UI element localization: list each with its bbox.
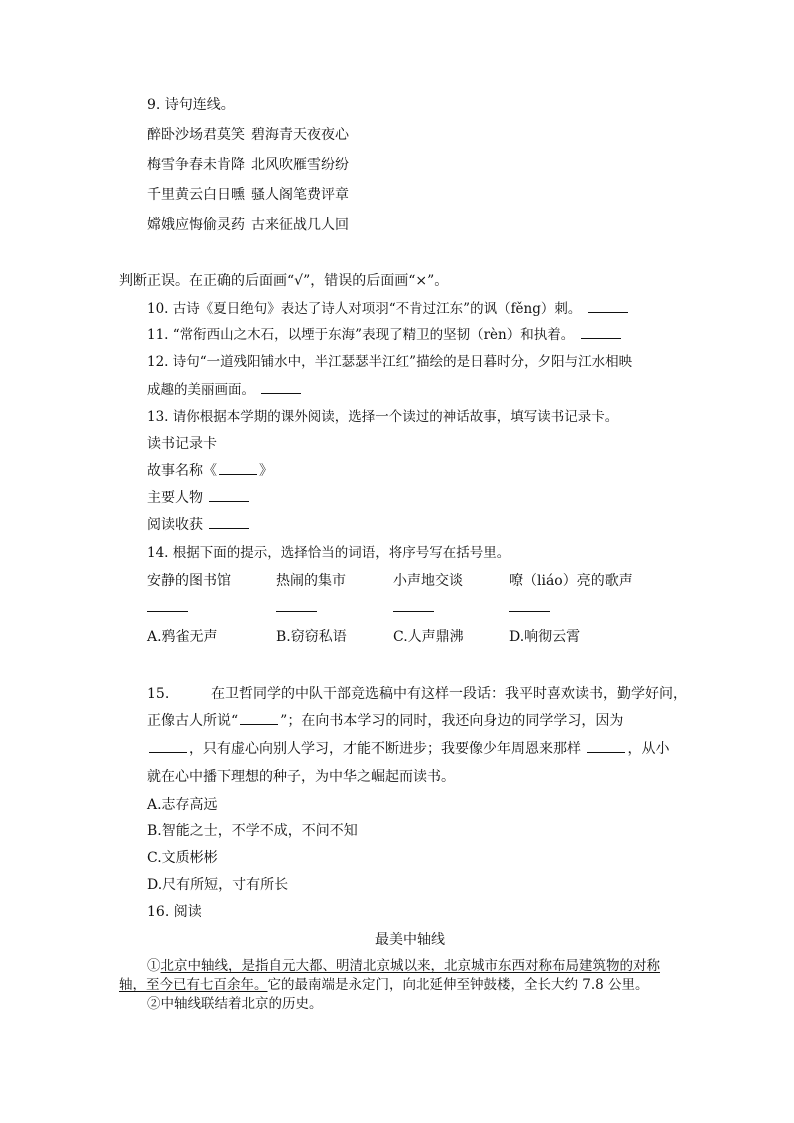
q15-option-b: B.智能之士，不学不成，不问不知 — [147, 823, 358, 839]
gain-label: 阅读收获 — [147, 517, 203, 533]
gain-blank[interactable] — [209, 516, 249, 529]
q15-line2-a: 正像古人所说“ — [147, 713, 239, 729]
q16-text: 16. 阅读 — [147, 904, 202, 920]
p1-rest: 它的最南端是永定门，向北延伸至钟鼓楼，全长大约 7.8 公里。 — [267, 977, 649, 993]
q10-answer-blank[interactable] — [588, 300, 628, 313]
q15-option-d: D.尺有所短，寸有所长 — [147, 877, 289, 893]
character-label: 主要人物 — [147, 490, 203, 506]
story-name-close: 》 — [259, 463, 273, 479]
q14-prompt-1: 安静的图书馆 — [147, 573, 231, 589]
q12-line2-text: 成趣的美丽画面。 — [147, 382, 255, 398]
reading-card-title: 读书记录卡 — [147, 436, 217, 452]
q15-line3-a: ，只有虚心向别人学习，才能不断进步；我要像少年周恩来那样 — [189, 741, 581, 757]
q14-prompt-3: 小声地交谈 — [393, 573, 463, 589]
q15-line3-b: ，从小 — [627, 741, 670, 757]
q10 — [147, 300, 630, 318]
q10-text: 10. 古诗《夏日绝句》表达了诗人对项羽“不肯过江东”的讽（fěng）刺。 — [147, 301, 582, 317]
q15-line2-b: ”；在向书本学习的同时，我还向身边的同学学习，因为 — [280, 713, 624, 729]
story-name-row — [147, 462, 273, 480]
article-p2: ②中轴线联结着北京的历史。 — [147, 996, 323, 1012]
character-blank[interactable] — [209, 489, 249, 502]
poem-right-2[interactable]: 北风吹雁雪纷纷 — [251, 157, 349, 173]
poem-left-4[interactable]: 嫦娥应悔偷灵药 — [147, 217, 245, 233]
q14-prompt-2: 热闹的集市 — [276, 573, 346, 589]
q15-line2 — [147, 712, 623, 730]
q13-text: 13. 请你根据本学期的课外阅读，选择一个读过的神话故事，填写读书记录卡。 — [147, 409, 619, 425]
q15-option-c: C.文质彬彬 — [147, 850, 218, 866]
poem-left-1[interactable]: 醉卧沙场君莫笑 — [147, 127, 245, 143]
q14-option-c: C.人声鼎沸 — [393, 629, 464, 645]
gain-row — [147, 516, 251, 534]
q15-blank-1[interactable] — [240, 712, 278, 725]
q14-blank-2[interactable] — [276, 611, 317, 612]
story-name-label: 故事名称《 — [147, 463, 217, 479]
q11-text: 11. “常衔西山之木石，以堙于东海”表现了精卫的坚韧（rèn）和执着。 — [147, 327, 575, 343]
q12-answer-blank[interactable] — [261, 381, 301, 394]
judge-instruction: 判断正误。在正确的后面画“√”，错误的后面画“×”。 — [119, 273, 449, 289]
poem-left-2[interactable]: 梅雪争春未肯降 — [147, 157, 245, 173]
p1-underlined-1: 北京中轴线，是指自元大都、明清北京城以来，北京城市东西对称布局建筑物的对称 — [160, 958, 660, 974]
poem-pair-3 — [147, 186, 349, 204]
q14-text: 14. 根据下面的提示，选择恰当的词语，将序号写在括号里。 — [147, 545, 511, 561]
q15-line1: 在卫哲同学的中队干部竞选稿中有这样一段话：我平时喜欢读书，勤学好问， — [211, 686, 687, 702]
poem-left-3[interactable]: 千里黄云白日曛 — [147, 187, 245, 203]
poem-right-4[interactable]: 古来征战几人回 — [251, 217, 349, 233]
poem-right-1[interactable]: 碧海青天夜夜心 — [251, 127, 349, 143]
p1-underlined-2: 轴，至今已有七百余年。 — [119, 977, 268, 993]
q14-option-d: D.响彻云霄 — [509, 629, 581, 645]
q14-blank-3[interactable] — [393, 611, 434, 612]
poem-pair-1 — [147, 126, 349, 144]
poem-pair-2 — [147, 156, 349, 174]
q15-number: 15. — [147, 686, 170, 702]
q15-line3 — [147, 740, 669, 758]
article-title: 最美中轴线 — [375, 932, 445, 948]
q15-blank-2[interactable] — [149, 740, 187, 753]
article-p1-line2 — [119, 976, 649, 994]
q11-answer-blank[interactable] — [581, 326, 621, 339]
q14-blank-1[interactable] — [147, 611, 188, 612]
q14-blank-4[interactable] — [509, 611, 550, 612]
q15-option-a: A.志存高远 — [147, 797, 218, 813]
p1-marker: ① — [147, 958, 161, 974]
story-name-blank[interactable] — [219, 462, 257, 475]
poem-pair-4 — [147, 216, 349, 234]
q14-option-b: B.窃窃私语 — [276, 629, 347, 645]
q15-line4: 就在心中播下理想的种子，为中华之崛起而读书。 — [147, 769, 455, 785]
q14-prompt-4: 嘹（liáo）亮的歌声 — [509, 573, 633, 589]
q14-option-a: A.鸦雀无声 — [147, 629, 218, 645]
article-p1-line1 — [147, 957, 660, 975]
q15-blank-3[interactable] — [587, 740, 625, 753]
q12-line2 — [147, 381, 303, 399]
q11 — [147, 326, 623, 344]
q9-title: 9. 诗句连线。 — [147, 97, 235, 113]
character-row — [147, 489, 251, 507]
poem-right-3[interactable]: 骚人阁笔费评章 — [251, 187, 349, 203]
q12-line1: 12. 诗句“一道残阳铺水中，半江瑟瑟半江红”描绘的是日暮时分，夕阳与江水相映 — [147, 354, 633, 370]
